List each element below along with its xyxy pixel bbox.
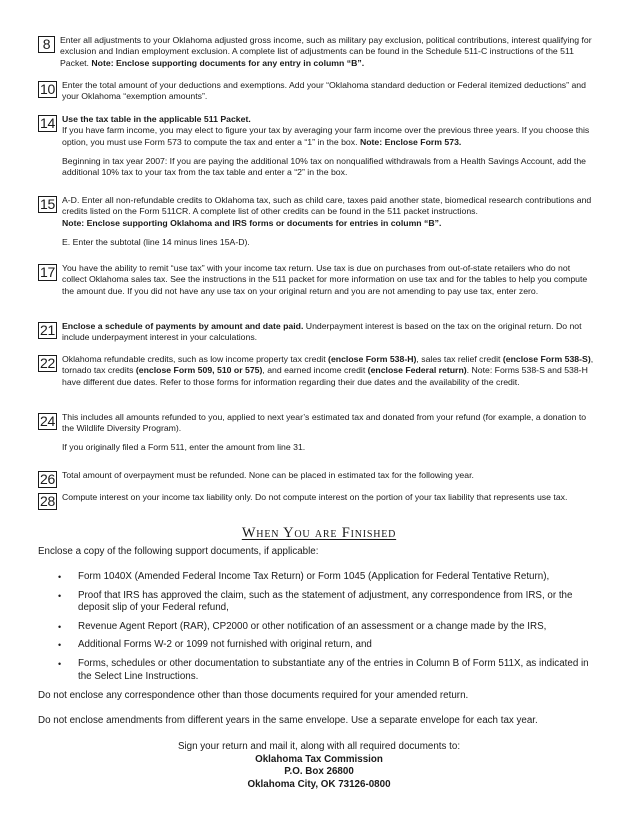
line-number-box: 14 — [40, 115, 55, 131]
line-text — [60, 35, 594, 69]
bullet-glyph: • — [58, 640, 62, 651]
line-22-bold-1: (enclose Form 538-H) — [328, 354, 417, 364]
address-line-1: Oklahoma Tax Commission — [255, 753, 383, 765]
line-15-text: A-D. Enter all non-refundable credits to Oklahoma tax, such as child care, taxes paid another state, biomedical research contributions and credits listed on the Form 511CR. A complete list of other credits can be found in the 511 packet instructions. — [61, 195, 592, 217]
line-15-para2: E. Enter the subtotal (line 14 minus lines 15A-D). — [61, 236, 250, 247]
line-text — [62, 114, 594, 148]
no-correspondence-note: Do not enclose any correspondence other than those documents required for your amended return. — [38, 690, 469, 701]
enclose-intro: Enclose a copy of the following support documents, if applicable: — [38, 546, 319, 557]
support-documents-list — [38, 571, 598, 683]
line-14-lead: Use the tax table in the applicable 511 Packet. — [61, 114, 251, 124]
line-item-26 — [38, 470, 594, 488]
list-item: • Revenue Agent Report (RAR), CP2000 or other notification of an assessment or a change made by the IRS, — [58, 620, 547, 632]
mailing-instructions — [0, 741, 638, 791]
address-line-3: Oklahoma City, OK 73126-0800 — [247, 778, 391, 790]
line-17-text: You have the ability to remit “use tax” with your income tax return. Use tax is due on purchases from out-of-state retailers who do not collect Oklahoma sales tax. See the instructions in the 511 packet for more information on use tax and for the tables to help you compute the amount due. If you did not have any use tax on your original return and you are not amending to pay use tax, enter zero. — [61, 263, 588, 296]
line-item-17 — [38, 263, 594, 297]
line-21-lead: Enclose a schedule of payments by amount and date paid. — [61, 321, 304, 331]
line-item-28 — [38, 492, 594, 510]
line-number-box: 17 — [40, 264, 55, 280]
line-number-box: 21 — [40, 322, 55, 338]
line-text — [62, 321, 594, 344]
list-item: • Forms, schedules or other documentation to substantiate any of the entries in Column B of Form 511X, as indicated in the Select Line Instructions. — [58, 657, 589, 682]
line-text — [62, 354, 594, 388]
line-text — [62, 195, 594, 229]
line-24-para2: If you originally filed a Form 511, enter the amount from line 31. — [61, 442, 306, 453]
line-number-box: 22 — [40, 355, 55, 371]
line-8-text: Enter all adjustments to your Oklahoma adjusted gross income, such as military pay exclusion, political contributions, interest qualifying for exclusion and Indian employment exclusion. A complete list of adjustments can be found in the Schedule 511-C instructions of the 511 Packet. — [60, 35, 592, 68]
address-line-2: P.O. Box 26800 — [284, 766, 354, 778]
no-multiyear-note: Do not enclose amendments from different years in the same envelope. Use a separate envelope for each tax year. — [38, 715, 538, 726]
list-item: • Proof that IRS has approved the claim, such as the statement of adjustment, any correspondence from IRS, or the deposit slip of your Federal refund, — [58, 589, 573, 614]
line-item-24 — [38, 412, 594, 454]
line-24-text: This includes all amounts refunded to you, applied to next year’s estimated tax and donated from your refund (for example, a donation to the Wildlife Diversity Program). — [61, 412, 587, 434]
line-14-para2: Beginning in tax year 2007: If you are paying the additional 10% tax on nonqualified withdrawals from a Health Savings Account, add the additional 10% tax to your tax from the tax table and enter a “2” in the box. — [61, 155, 586, 178]
line-22-text-4: , and earned income credit — [262, 365, 368, 376]
line-22-bold-3: (enclose Form 509, 510 or 575) — [135, 365, 263, 376]
line-22-bold-4: (enclose Federal return) — [367, 365, 467, 376]
line-number-box: 24 — [40, 413, 55, 429]
list-item: • Additional Forms W-2 or 1099 not furnished with original return, and — [58, 639, 372, 651]
line-22-text-2: , sales tax relief credit — [416, 354, 503, 364]
line-item-15 — [38, 195, 594, 248]
line-22-text-5: . Note: Forms 538-S and 538-H have different due dates. Refer to those forms for information regarding their due dates and the availability of the credit. — [61, 365, 588, 387]
line-number-box: 8 — [38, 36, 55, 53]
line-number-box: 10 — [40, 81, 55, 97]
list-item: • Form 1040X (Amended Federal Income Tax Return) or Form 1045 (Application for Federal Tentative Return), — [58, 571, 550, 582]
line-8-note: Note: Enclose supporting documents for any entry in column “B”. — [91, 57, 365, 68]
line-number-box: 26 — [40, 471, 55, 487]
line-14-text: If you have farm income, you may elect to figure your tax by averaging your farm income over the previous three years. If you choose this option, you must use Form 573 to compute the tax and enter a “1” in the box. — [61, 125, 590, 147]
line-item-21 — [38, 321, 594, 344]
mail-intro: Sign your return and mail it, along with all required documents to: — [177, 741, 461, 752]
line-22-text-3: , tornado tax credits — [61, 354, 594, 376]
bullet-glyph: • — [58, 590, 62, 601]
line-number-box: 15 — [40, 196, 55, 212]
line-item-14 — [38, 114, 594, 179]
bullet-glyph: • — [58, 621, 62, 632]
line-item-22 — [38, 354, 594, 388]
line-22-text-1: Oklahoma refundable credits, such as low income property tax credit — [61, 354, 329, 364]
line-26-text: Total amount of overpayment must be refunded. None can be placed in estimated tax for the following year. — [61, 470, 474, 480]
line-item-10 — [38, 80, 594, 103]
line-21-text: Underpayment interest is based on the tax on the original return. Do not include underpayment interest in your calculations. — [61, 321, 582, 343]
line-number-box: 28 — [40, 493, 55, 509]
line-14-note: Note: Enclose Form 573. — [359, 136, 462, 147]
section-title-finished: When You are Finished — [241, 525, 397, 541]
line-28-text: Compute interest on your income tax liability only. Do not compute interest on the portion of your tax liability that represents use tax. — [61, 492, 568, 502]
bullet-glyph: • — [58, 572, 62, 582]
bullet-glyph: • — [58, 658, 62, 669]
line-22-bold-2: (enclose Form 538-S) — [502, 354, 591, 364]
line-item-8 — [38, 35, 594, 69]
line-15-note: Note: Enclose supporting Oklahoma and IRS forms or documents for entries in column “B”. — [61, 217, 442, 228]
line-10-text: Enter the total amount of your deductions and exemptions. Add your “Oklahoma standard deduction or Federal itemized deductions” and your Oklahoma “exemption amounts”. — [61, 80, 586, 102]
